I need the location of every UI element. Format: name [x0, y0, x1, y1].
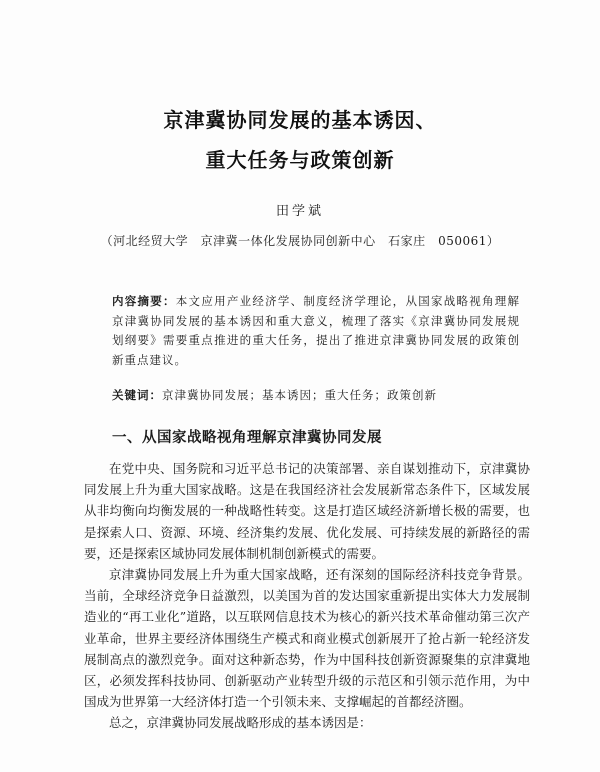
title-line-1: 京津冀协同发展的基本诱因、: [163, 108, 437, 132]
keywords-label: 关键词：: [112, 388, 162, 402]
author-name: 田学斌: [275, 204, 324, 219]
keywords-text: 京津冀协同发展；基本诱因；重大任务；政策创新: [162, 388, 437, 402]
body-text: [84, 458, 530, 734]
abstract: [112, 292, 520, 370]
paper-title: [0, 100, 600, 180]
title-line-2: 重大任务与政策创新: [205, 148, 395, 172]
paragraph: 京津冀协同发展上升为重大国家战略，还有深刻的国际经济科技竞争背景。当前，全球经济竞争日益激烈，以美国为首的发达国家重新提出实体大力发展制造业的“再工业化”道路，以互联网信息技术为核心的新兴技术革命催动第三次产业革命，世界主要经济体围绕生产模式和商业模式创新展开了抢占新一轮经济发展制高点的激烈竞争。面对这种新态势，作为中国科技创新资源聚集的京津冀地区，必须发挥科技协同、创新驱动产业转型升级的示范区和引领示范作用，为中国成为世界第一大经济体打造一个引领未来、支撑崛起的首都经济圈。: [84, 567, 530, 710]
author-affiliation: （河北经贸大学 京津冀一体化发展协同创新中心 石家庄 050061）: [100, 234, 500, 248]
section-heading: 一、从国家战略视角理解京津冀协同发展: [112, 430, 382, 446]
paragraph: 在党中央、国务院和习近平总书记的决策部署、亲自谋划推动下，京津冀协同发展上升为重大国家战略。这是在我国经济社会发展新常态条件下，区域发展从非均衡向均衡发展的一种战略性转变。这是打造区域经济新增长极的需要，也是探索人口、资源、环境、经济集约发展、优化发展、可持续发展的新路径的需要，还是探索区域协同发展体制机制创新模式的需要。: [84, 461, 530, 561]
paragraph: 总之，京津冀协同发展战略形成的基本诱因是：: [109, 715, 372, 731]
abstract-label: 内容摘要：: [112, 294, 176, 308]
abstract-text: 本文应用产业经济学、制度经济学理论，从国家战略视角理解京津冀协同发展的基本诱因和重大意义，梳理了落实《京津冀协同发展规划纲要》需要重点推进的重大任务，提出了推进京津冀协同发展的政策创新重点建议。: [112, 294, 521, 367]
keywords: [112, 386, 520, 405]
